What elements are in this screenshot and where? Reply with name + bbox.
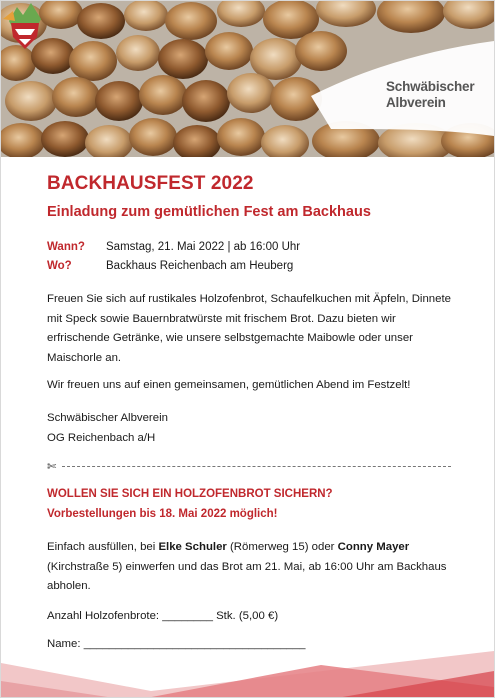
dashed-divider (62, 466, 451, 467)
where-row (47, 260, 293, 272)
where-value: Backhaus Reichenbach am Heuberg (106, 260, 294, 272)
albverein-logo-icon (1, 1, 49, 53)
order-text-2: (Römerweg 15) oder (226, 541, 338, 553)
order-instructions (47, 538, 459, 597)
name-field[interactable]: Name: ___________________________________ (47, 638, 306, 650)
order-text-1: Einfach ausfüllen, bei (47, 541, 159, 553)
contact-name-2: Conny Mayer (337, 541, 410, 553)
order-deadline: Vorbestellungen bis 18. Mai 2022 möglich! (47, 508, 278, 520)
bread-count-field[interactable]: Anzahl Holzofenbrote: ________ Stk. (5,00 €) (47, 610, 279, 622)
when-row (47, 241, 300, 253)
page-subtitle: Einladung zum gemütlichen Fest am Backhaus (47, 204, 371, 220)
logo-line-1: Schwäbischer (386, 79, 475, 94)
closing-paragraph: Wir freuen uns auf einen gemeinsamen, gemütlichen Abend im Festzelt! (47, 379, 411, 391)
albverein-logo-text (386, 79, 474, 111)
order-heading: WOLLEN SIE SICH EIN HOLZOFENBROT SICHERN? (47, 488, 333, 500)
page-title: BACKHAUSFEST 2022 (47, 173, 254, 194)
cut-line (47, 460, 451, 472)
order-text-3: (Kirchstraße 5) einwerfen und das Brot am 21. Mai, ab 16:00 Uhr am Backhaus abholen. (47, 560, 447, 592)
contact-name-1: Elke Schuler (158, 541, 227, 553)
signature-line-1: Schwäbischer Albverein (47, 412, 168, 424)
logo-line-2: Albverein (386, 95, 446, 110)
signature (47, 409, 459, 448)
when-value: Samstag, 21. Mai 2022 | ab 16:00 Uhr (106, 241, 301, 253)
signature-line-2: OG Reichenbach a/H (47, 431, 156, 444)
where-label: Wo? (47, 260, 72, 272)
bread-photo (1, 1, 494, 157)
scissors-icon: ✄ (47, 461, 57, 472)
when-label: Wann? (47, 241, 85, 253)
footer-decoration (1, 641, 494, 698)
intro-paragraph: Freuen Sie sich auf rustikales Holzofenbrot, Schaufelkuchen mit Äpfeln, Dinnete mit Speck sowie Bauernbratwürste mit frischem Brot. Dazu bieten wir erfrischende Getränke, wie unsere selbstgemachte Maibowle oder unser Maischorle an. (47, 293, 451, 364)
